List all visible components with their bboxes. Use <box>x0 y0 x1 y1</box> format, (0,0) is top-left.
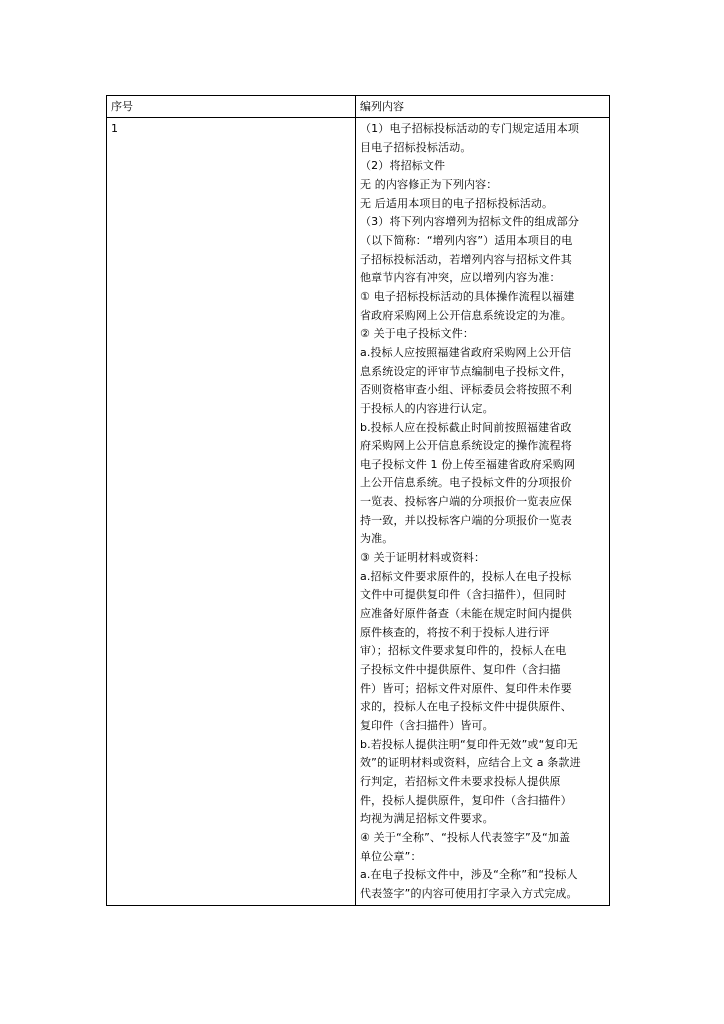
content-line: 于投标人的内容进行认定。 <box>360 401 494 415</box>
content-line: b.投标人应在投标截止时间前按照福建省政 <box>360 420 572 434</box>
content-line: 应准备好原件备查（未能在规定时间内提供 <box>360 607 572 621</box>
content-line: 子投标文件中提供原件、复印件（含扫描 <box>360 663 561 677</box>
row-index: 1 <box>107 118 356 906</box>
content-line: 代表签字”的内容可使用打字录入方式完成。 <box>360 886 578 900</box>
content-line: 效”的证明材料或资料，应结合上文 a 条款进 <box>360 756 581 770</box>
content-line: 求的，投标人在电子投标文件中提供原件、 <box>360 700 572 714</box>
content-line: 为准。 <box>360 532 394 546</box>
content-line: 息系统设定的评审节点编制电子投标文件， <box>360 364 572 378</box>
content-line: 文件中可提供复印件（含扫描件），但同时 <box>360 588 567 602</box>
content-line: ① 电子招标投标活动的具体操作流程以福建 <box>360 289 575 303</box>
content-line: ② 关于电子投标文件： <box>360 327 475 341</box>
content-line: 件）皆可；招标文件对原件、复印件未作要 <box>360 681 572 695</box>
amendment-table <box>106 95 610 906</box>
content-line: b.若投标人提供注明“复印件无效”或“复印无 <box>360 737 578 751</box>
content-line: 子招标投标活动，若增列内容与招标文件其 <box>360 252 572 266</box>
content-line: ③ 关于证明材料或资料： <box>360 551 486 565</box>
content-line: （3）将下列内容增列为招标文件的组成部分 <box>360 215 579 229</box>
header-content: 编列内容 <box>356 96 610 118</box>
table-header-row <box>107 96 610 118</box>
content-line: 上公开信息系统。电子投标文件的分项报价 <box>360 476 572 490</box>
content-line: 目电子招标投标活动。 <box>360 140 472 154</box>
content-line: a.招标文件要求原件的，投标人在电子投标 <box>360 569 572 583</box>
content-line: ④ 关于“全称”、“投标人代表签字”及“加盖 <box>360 830 571 844</box>
content-line: 审）；招标文件要求复印件的，投标人在电 <box>360 644 567 658</box>
row-content <box>356 118 610 906</box>
content-line: （1）电子招标投标活动的专门规定适用本项 <box>360 122 579 135</box>
content-line: 单位公章”： <box>360 849 422 863</box>
content-line: 一览表、投标客户端的分项报价一览表应保 <box>360 495 572 509</box>
content-line: 均视为满足招标文件要求。 <box>360 812 494 826</box>
content-line: 复印件（含扫描件）皆可。 <box>360 719 494 732</box>
table-row <box>107 118 610 906</box>
content-line: a.投标人应按照福建省政府采购网上公开信 <box>360 345 572 359</box>
content-line: 否则资格审查小组、评标委员会将按照不利 <box>360 383 572 397</box>
content-line: （以下简称：“增列内容”）适用本项目的电 <box>360 233 573 247</box>
content-line: 无 的内容修正为下列内容： <box>360 177 498 191</box>
content-line: （2）将招标文件 <box>360 159 446 173</box>
content-line: 无 后适用本项目的电子招标投标活动。 <box>360 196 554 210</box>
header-index: 序号 <box>107 96 356 118</box>
content-line: 府采购网上公开信息系统设定的操作流程将 <box>360 439 572 453</box>
content-line: 行判定，若招标文件未要求投标人提供原 <box>360 774 561 788</box>
content-line: 持一致，并以投标客户端的分项报价一览表 <box>360 513 572 527</box>
content-line: 原件核查的，将按不利于投标人进行评 <box>360 625 550 639</box>
content-line: 省政府采购网上公开信息系统设定的为准。 <box>360 308 572 322</box>
content-line: 件，投标人提供原件，复印件（含扫描件） <box>360 793 572 807</box>
content-line: 电子投标文件 1 份上传至福建省政府采购网 <box>360 457 576 471</box>
content-line: a.在电子投标文件中，涉及“全称”和“投标人 <box>360 868 578 882</box>
content-line: 他章节内容有冲突，应以增列内容为准： <box>360 271 561 285</box>
